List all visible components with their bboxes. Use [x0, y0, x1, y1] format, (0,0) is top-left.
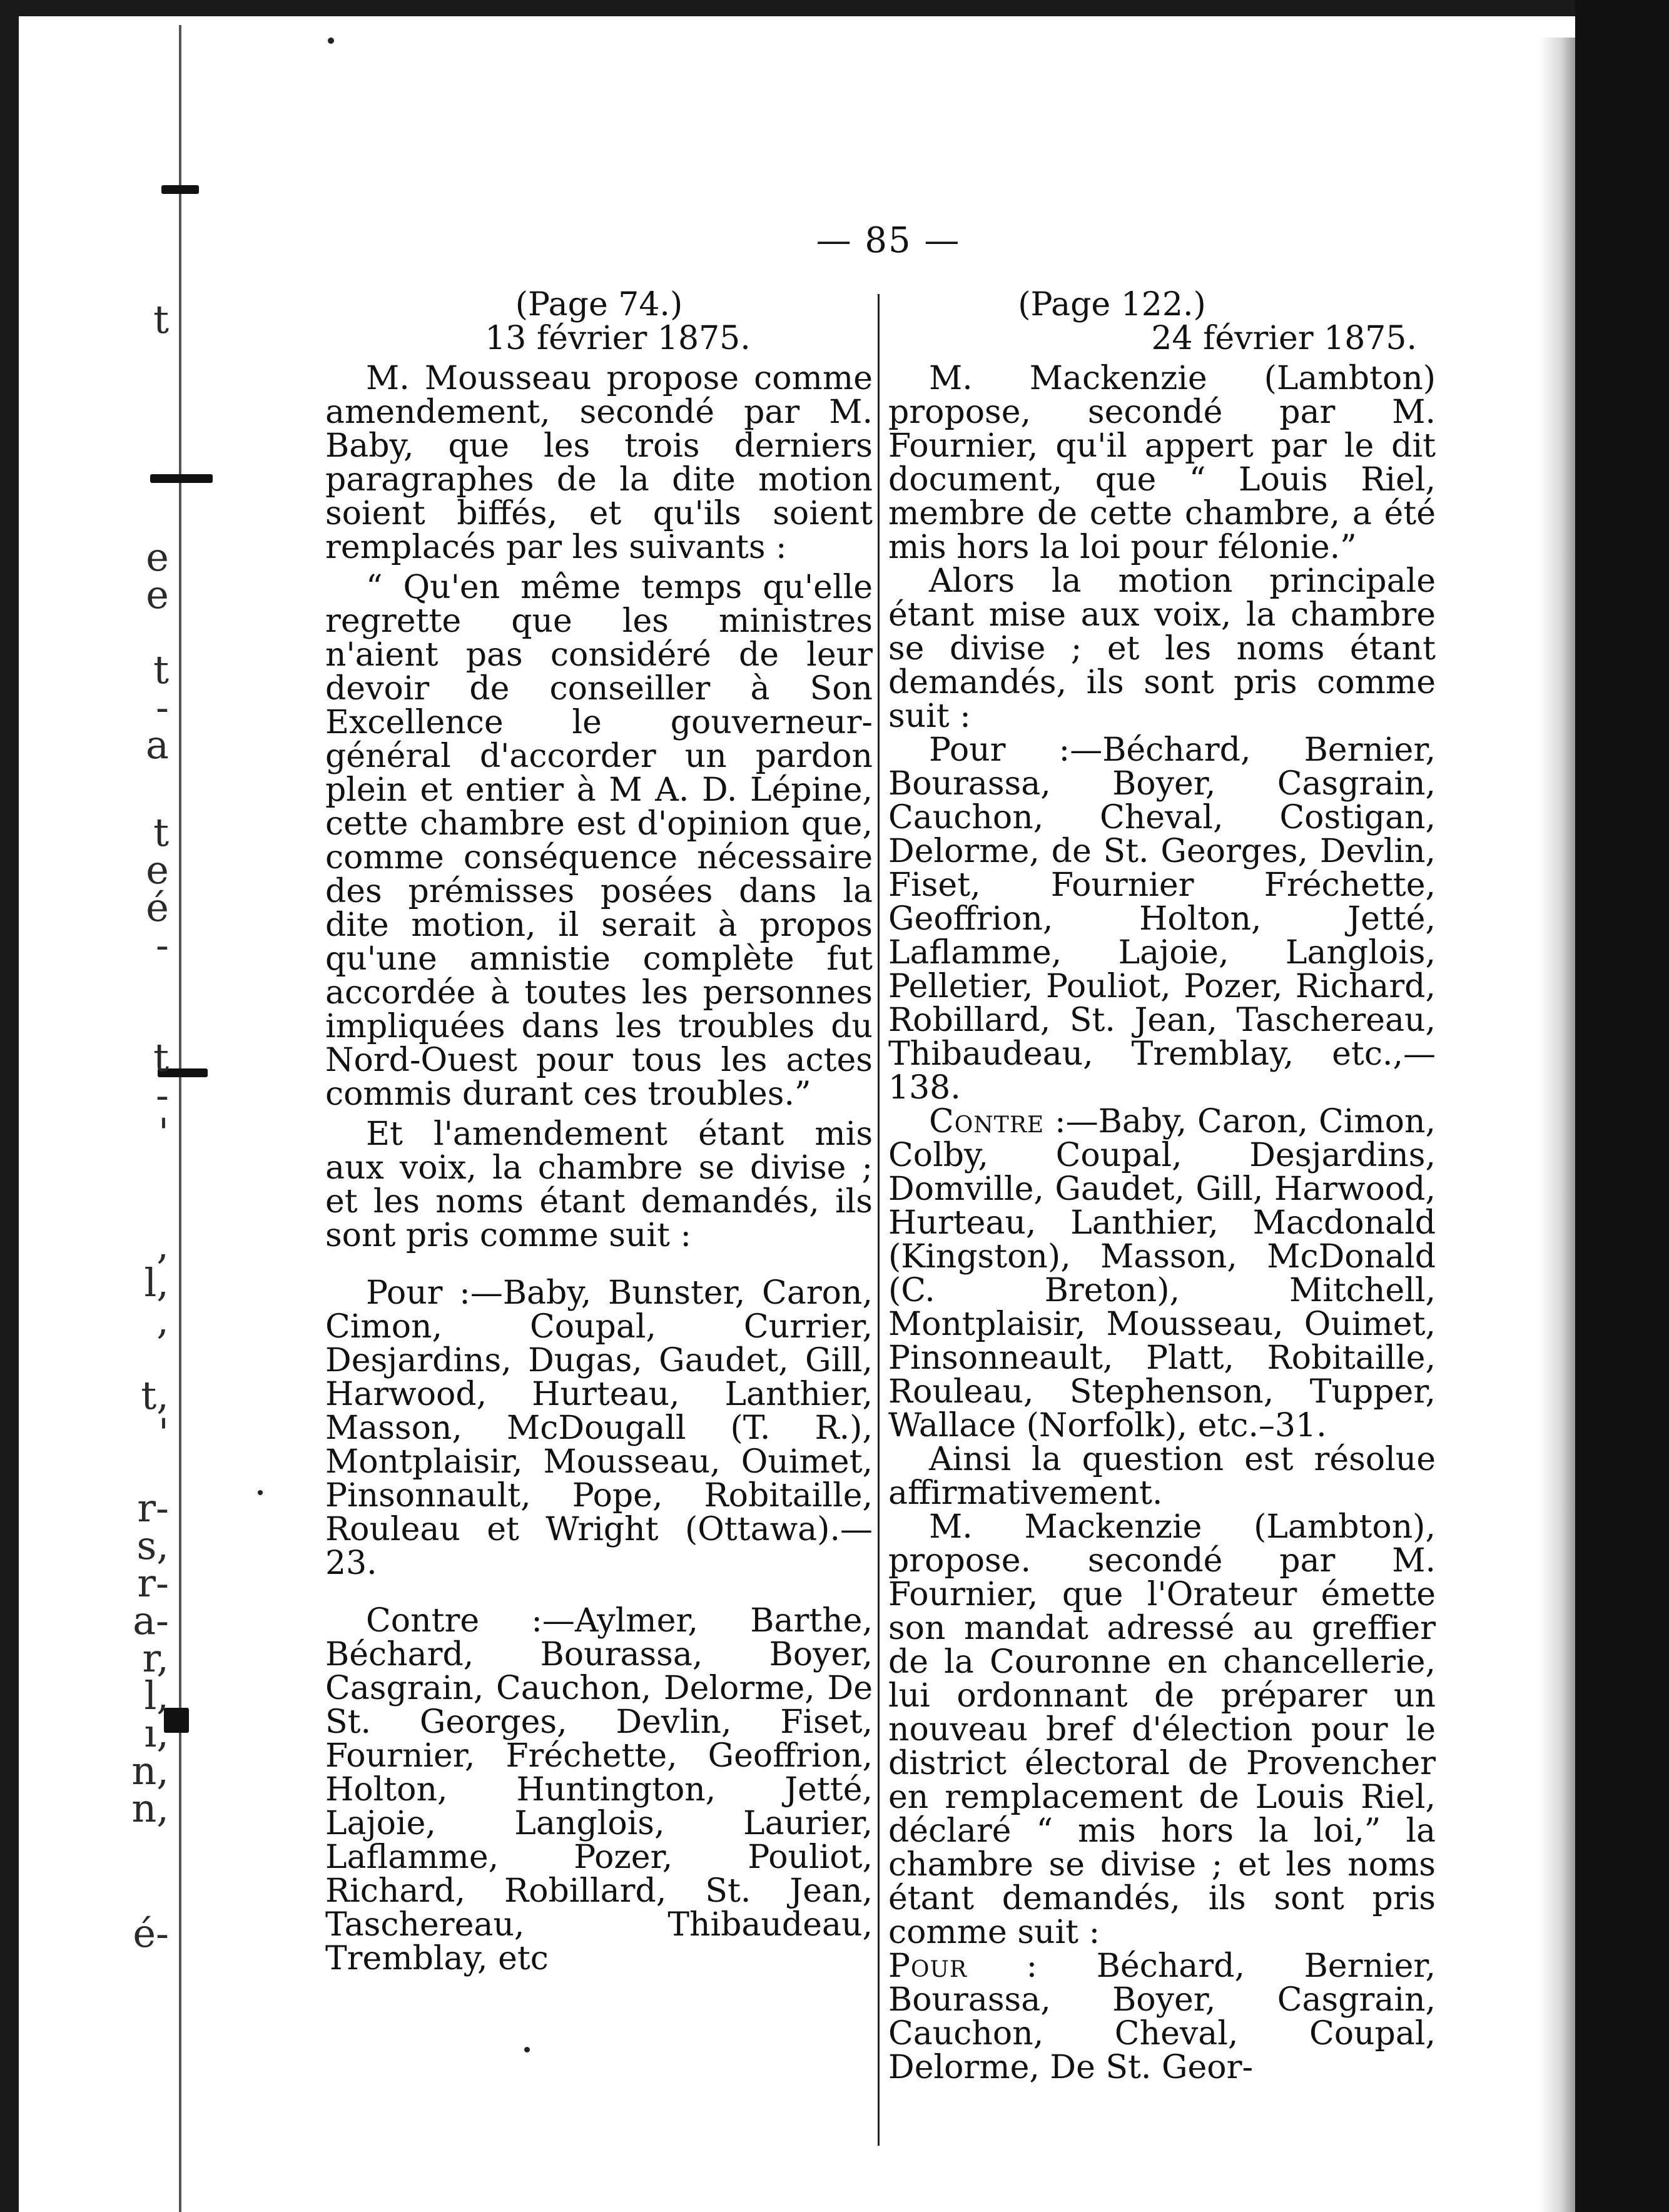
facing-fragment: t — [153, 647, 169, 693]
facing-fragment: n, — [131, 1748, 169, 1793]
vote-pour — [325, 1276, 873, 1580]
facing-fragment: é — [146, 885, 169, 930]
second-motion-paragraph: M. Mackenzie (Lambton), propose. secondé par M. Fournier, que l'Orateur émette son mandat adressé au greffier de la Couronne en chancellerie, lui ordonnant de préparer un nouveau bref d'élection pour le district électoral de Provencher en remplacement de Louis Riel, déclaré “ mis hors la loi,” la chambre se divise ; et les noms étant demandés, ils sont pris comme suit : — [888, 1508, 1436, 1951]
facing-fragment: s, — [136, 1523, 169, 1568]
amendment-quote: “ Qu'en même temps qu'elle regrette que les ministres n'aient pas considéré de leur devoir de conseiller à Son Excellence le gouverneur-général d'accorder un pardon plein et entier à M A. D. Lépine, cette chambre est d'opinion que, comme conséquence nécessaire des prémisses posées dans la dite motion, il serait à propos qu'une amnistie complète fut accordée à toutes les personnes impliquées dans les troubles du Nord-Ouest pour tous les actes commis durant ces troubles.” — [325, 569, 873, 1113]
vote-pour-second — [888, 1949, 1436, 2084]
scan-right-border — [1575, 0, 1669, 2212]
facing-fragment: ' — [158, 1410, 169, 1456]
facing-fragment: é- — [133, 1910, 169, 1956]
facing-fragment: ' — [158, 1110, 169, 1155]
resolution-paragraph: Ainsi la question est résolue affirmativement. — [888, 1441, 1436, 1512]
facing-fragment: ı, — [144, 1710, 169, 1756]
facing-fragment: , — [156, 1297, 169, 1343]
vote-pour-label: Pour — [888, 1947, 967, 1985]
page-fold-shadow — [1539, 38, 1575, 2212]
facing-fragment: - — [156, 922, 169, 968]
scan-left-border — [0, 0, 19, 2212]
facing-fragment: t — [153, 1035, 169, 1080]
vote-pour — [888, 733, 1436, 1105]
facing-fragment: n, — [131, 1785, 169, 1831]
facing-fragment: a — [146, 722, 169, 768]
vote-pour-label: Pour — [929, 731, 1006, 769]
facing-fragment: t, — [141, 1372, 169, 1418]
scan-speck — [524, 2047, 530, 2052]
facing-fragment: - — [156, 684, 169, 730]
facing-fragment: l, — [144, 1673, 169, 1718]
vote-pour-label: Pour — [366, 1274, 443, 1312]
facing-fragment: a- — [133, 1598, 169, 1643]
vote-contre — [888, 1105, 1436, 1443]
motion-paragraph: M. Mousseau propose comme amendement, secondé par M. Baby, que les trois derniers paragraphes de la dite motion soient biffés, et qu'ils soient remplacés par les suivants : — [325, 360, 873, 566]
left-column — [325, 288, 873, 2158]
vote-contre-label: Contre — [929, 1103, 1045, 1140]
right-column — [888, 288, 1436, 2158]
scan-speck — [258, 1490, 263, 1495]
facing-fragment: t — [153, 809, 169, 855]
page-reference: (Page 122.) — [1018, 288, 1206, 323]
column-divider — [878, 294, 880, 2146]
facing-fragment: - — [156, 1072, 169, 1118]
page-reference: (Page 74.) — [515, 288, 683, 323]
vote-contre — [325, 1604, 873, 1976]
vote-contre-names: :—Baby, Caron, Cimon, Colby, Coupal, Desjardins, Domville, Gaudet, Gill, Harwood, Hurteau, Lanthier, Macdonald (Kingston), Masson, McDonald (C. Breton), Mitchell, Montplaisir, Mousseau, Ouimet, Pinsonneault, Platt, Robitaille, Rouleau, Stephenson, Tupper, Wallace (Norfolk), etc.–31. — [888, 1103, 1436, 1444]
vote-contre-label: Contre — [366, 1602, 480, 1640]
binding-gutter-line — [179, 25, 181, 2212]
page-number: — 85 — — [816, 220, 961, 261]
vote-pour-names: : Béchard, Bernier, Bourassa, Boyer, Casgrain, Cauchon, Cheval, Coupal, Delorme, De St. Geor- — [888, 1947, 1436, 2086]
date-heading: 13 février 1875. — [485, 320, 751, 357]
date-heading: 24 février 1875. — [1151, 320, 1417, 357]
vote-contre-names: :—Aylmer, Barthe, Béchard, Bourassa, Boyer, Casgrain, Cauchon, Delorme, De St. Georges, Devlin, Fiset, Fournier, Fréchette, Geoffrion, Holton, Huntington, Jetté, Lajoie, Langlois, Laurier, Laflamme, Pozer, Pouliot, Richard, Robillard, St. Jean, Taschereau, Thibaudeau, Tremblay, etc — [325, 1602, 873, 1977]
facing-fragment: t — [153, 297, 169, 342]
vote-pour-names: :—Béchard, Bernier, Bourassa, Boyer, Casgrain, Cauchon, Cheval, Costigan, Delorme, de St. Georges, Devlin, Fiset, Fournier Fréchette, Geoffrion, Holton, Jetté, Laflamme, Lajoie, Langlois, Pelletier, Pouliot, Pozer, Richard, Robillard, St. Jean, Taschereau, Thibaudeau, Tremblay, etc.,—138. — [888, 731, 1436, 1107]
motion-paragraph: M. Mackenzie (Lambton) propose, secondé par M. Fournier, qu'il appert par le dit document, que “ Louis Riel, membre de cette chambre, a été mis hors la loi pour félonie.” — [888, 360, 1436, 566]
facing-fragment: r- — [137, 1560, 169, 1606]
facing-fragment: e — [146, 847, 169, 893]
facing-page-fragments — [25, 0, 169, 2212]
facing-fragment: r, — [142, 1635, 169, 1681]
facing-fragment: e — [146, 572, 169, 617]
division-paragraph: Et l'amendement étant mis aux voix, la chambre se divise ; et les noms étant demandés, ils sont pris comme suit : — [325, 1115, 873, 1254]
facing-fragment: e — [146, 534, 169, 580]
scan-top-border — [0, 0, 1669, 16]
vote-pour-names: :—Baby, Bunster, Caron, Cimon, Coupal, Currier, Desjardins, Dugas, Gaudet, Gill, Harwood, Hurteau, Lanthier, Masson, McDougall (T. R.), Montplaisir, Mousseau, Ouimet, Pinsonnault, Pope, Robitaille, Rouleau et Wright (Ottawa).—23. — [325, 1274, 873, 1582]
facing-fragment: r- — [137, 1485, 169, 1531]
scan-speck — [328, 38, 334, 44]
division-paragraph: Alors la motion principale étant mise aux voix, la chambre se divise ; et les noms étant demandés, ils sont pris comme suit : — [888, 562, 1436, 735]
facing-fragment: l, — [144, 1260, 169, 1306]
facing-fragment: , — [156, 1222, 169, 1268]
